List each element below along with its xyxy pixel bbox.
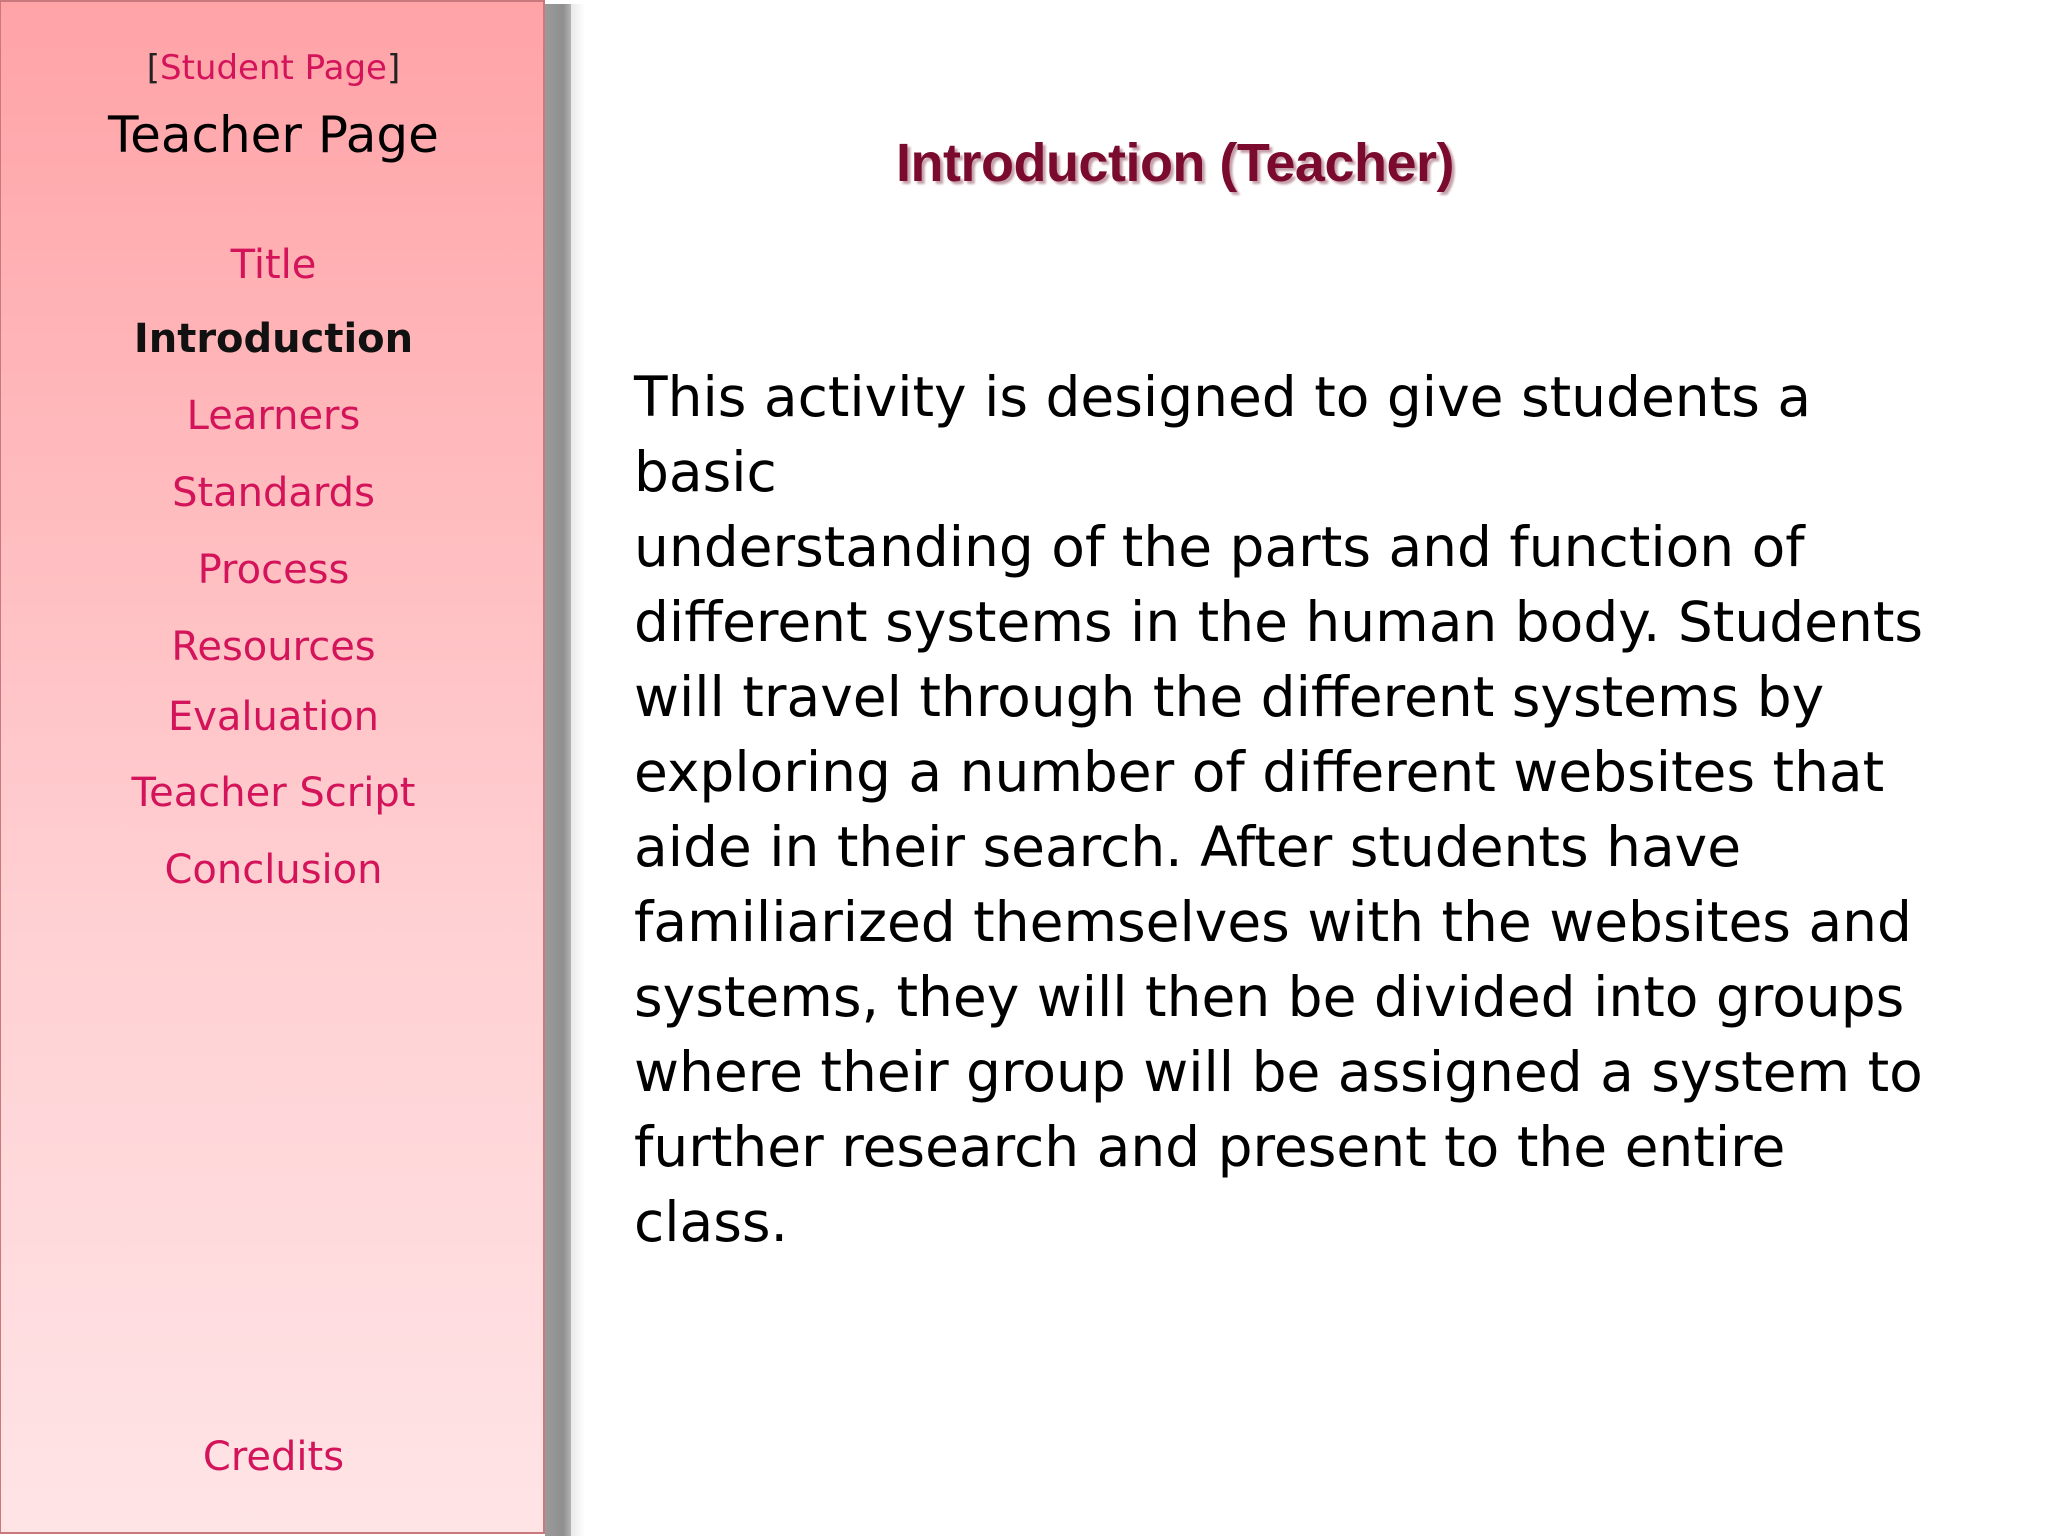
- sidebar-shadow-fade: [571, 4, 585, 1536]
- introduction-body-text: This activity is designed to give students a basic understanding of the parts and function of different systems in the human body. Students will travel through the different systems by exploring a number of different websites that aide in their search. After students have familiarized themselves with the websites and systems, they will then be divided into groups where their group will be assigned a system to further research and present to the entire class.: [634, 365, 1924, 1254]
- nav-item-standards[interactable]: Standards: [172, 470, 375, 516]
- sidebar-nav: [0, 0, 545, 1534]
- nav-item-resources[interactable]: Resources: [171, 624, 376, 670]
- sidebar-shadow: [545, 4, 571, 1536]
- page-title: Introduction (Teacher): [895, 133, 1454, 193]
- student-page-link[interactable]: Student Page: [160, 48, 387, 88]
- nav-item-title[interactable]: Title: [230, 242, 317, 288]
- nav-item-credits[interactable]: Credits: [202, 1434, 345, 1480]
- nav-item-evaluation[interactable]: Evaluation: [167, 694, 380, 740]
- nav-item-learners[interactable]: Learners: [186, 393, 361, 439]
- teacher-page-heading: Teacher Page: [108, 106, 439, 164]
- nav-item-teacher-script[interactable]: Teacher Script: [131, 770, 416, 816]
- nav-item-conclusion[interactable]: Conclusion: [164, 847, 383, 893]
- nav-item-process[interactable]: Process: [197, 547, 350, 593]
- nav-item-introduction[interactable]: Introduction: [133, 316, 414, 362]
- bracket-close: ]: [386, 48, 401, 88]
- bracket-open: [: [146, 48, 161, 88]
- student-page-link-row: [1, 48, 546, 88]
